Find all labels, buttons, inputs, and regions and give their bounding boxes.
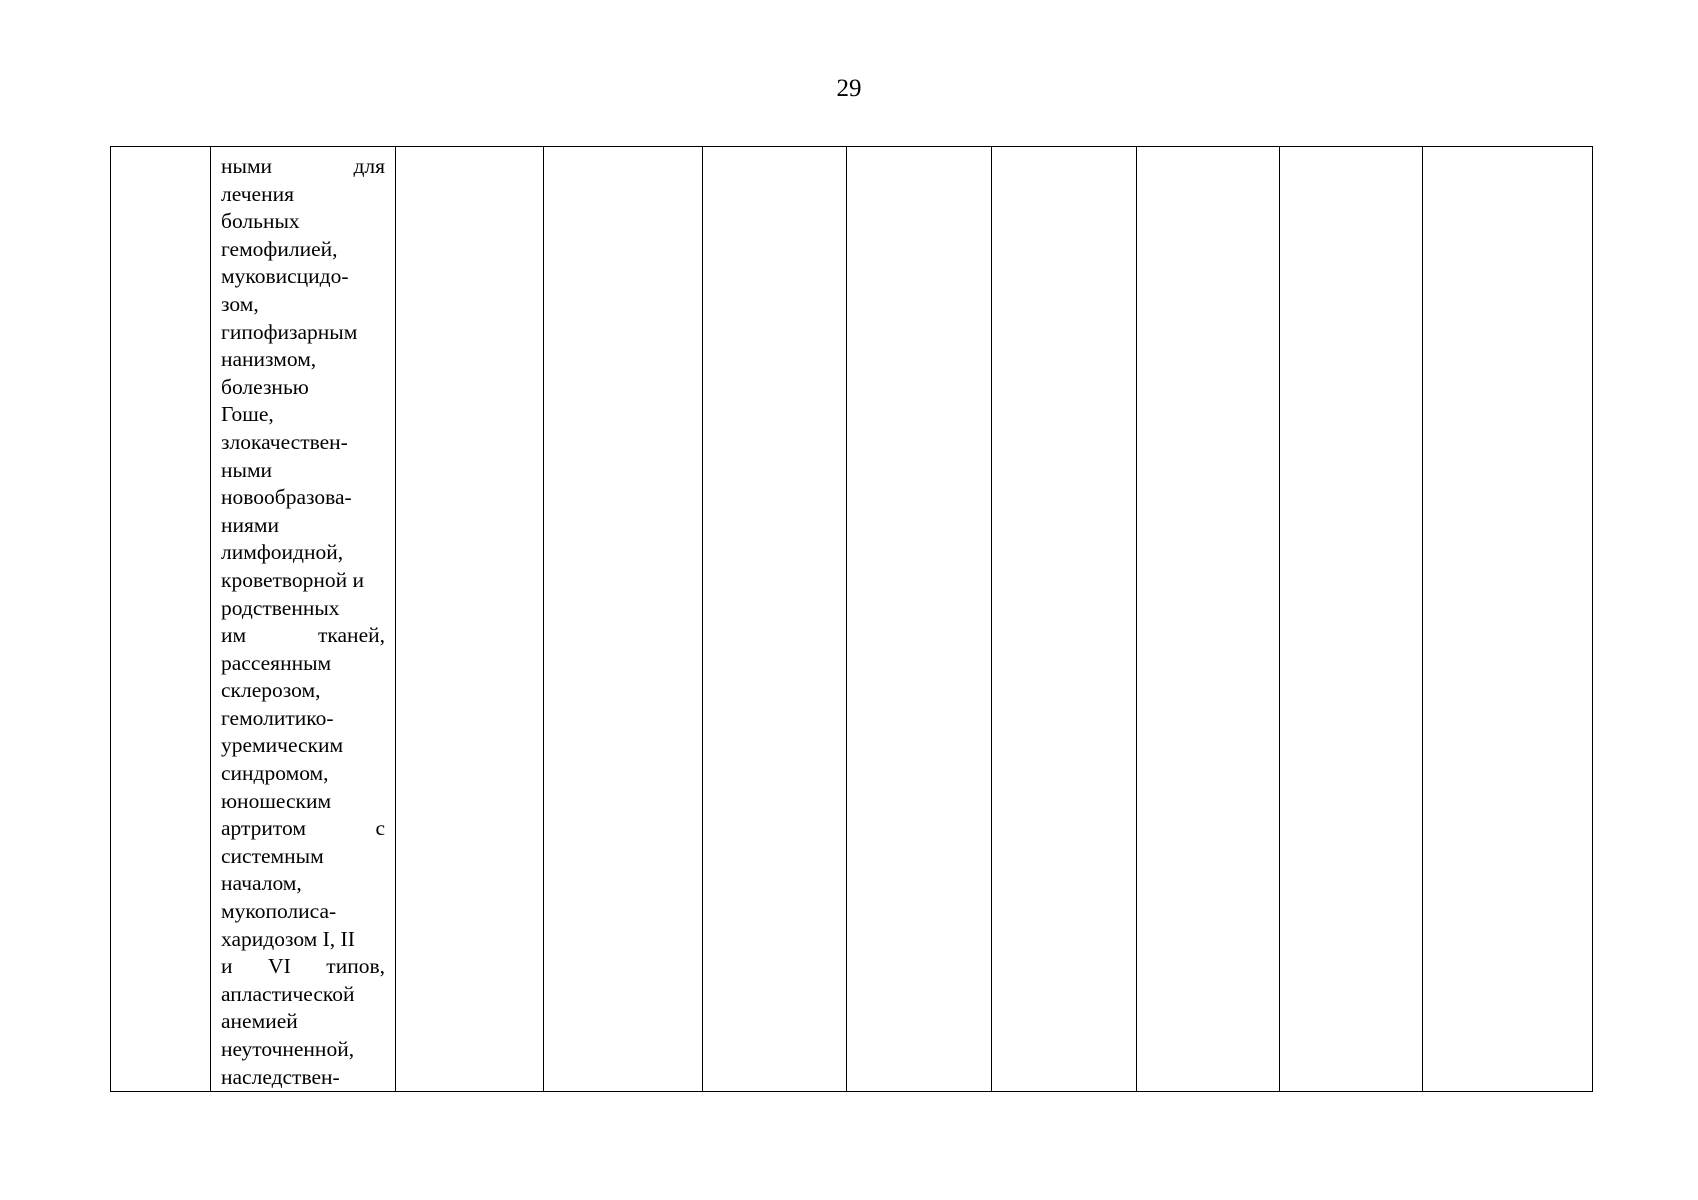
table-cell-col-5 <box>703 147 847 1092</box>
description-line: харидозом I, II <box>221 926 355 951</box>
description-line: кроветворной и <box>221 567 365 592</box>
description-line: началом, <box>221 871 302 896</box>
table-cell-col-10 <box>1423 147 1593 1092</box>
table-cell-col-6 <box>847 147 992 1092</box>
table-cell-col-1 <box>111 147 211 1092</box>
description-line: гемолитико- <box>221 705 334 730</box>
table-cell-col-4 <box>544 147 703 1092</box>
description-line: болезнью <box>221 374 309 399</box>
table-cell-col-3 <box>396 147 544 1092</box>
description-line: ными <box>221 457 273 482</box>
description-line: артритом с <box>221 816 385 841</box>
description-line: гипофизарным <box>221 319 358 344</box>
document-table <box>110 146 1593 1092</box>
description-line: уремическим <box>221 733 344 758</box>
description-line: анемией <box>221 1009 298 1034</box>
description-text <box>221 153 385 1091</box>
description-line: лимфоидной, <box>221 540 344 565</box>
description-line: зом, <box>221 291 259 316</box>
description-line: неуточненной, <box>221 1037 355 1061</box>
table-cell-col-7 <box>992 147 1137 1092</box>
table-cell-description <box>211 147 396 1092</box>
description-line: ниями <box>221 512 280 537</box>
table-cell-col-9 <box>1280 147 1423 1092</box>
description-line: системным <box>221 843 324 868</box>
description-line: больных <box>221 209 300 234</box>
description-line: лечения <box>221 181 294 206</box>
description-line: Гоше, <box>221 402 274 427</box>
description-line: гемофилией, <box>221 236 338 261</box>
table-row <box>111 147 1593 1092</box>
description-line: нанизмом, <box>221 347 317 372</box>
description-line: новообразова- <box>221 485 352 510</box>
description-line: юношеским <box>221 788 332 813</box>
description-line: апластической <box>221 981 355 1006</box>
description-line: наследствен- <box>221 1064 340 1089</box>
description-line: злокачествен- <box>221 429 348 454</box>
description-line: родственных <box>221 595 340 620</box>
description-line: мукополиса- <box>221 899 337 924</box>
description-line: муковисцидо- <box>221 264 349 289</box>
description-line: склерозом, <box>221 678 321 703</box>
description-line: ными для <box>221 154 385 178</box>
description-line: им тканей, <box>221 623 385 648</box>
description-line: синдромом, <box>221 761 329 786</box>
page-number: 29 <box>836 75 862 102</box>
table-cell-col-8 <box>1137 147 1280 1092</box>
description-line: рассеянным <box>221 650 332 675</box>
description-line: и VI типов, <box>221 954 385 979</box>
